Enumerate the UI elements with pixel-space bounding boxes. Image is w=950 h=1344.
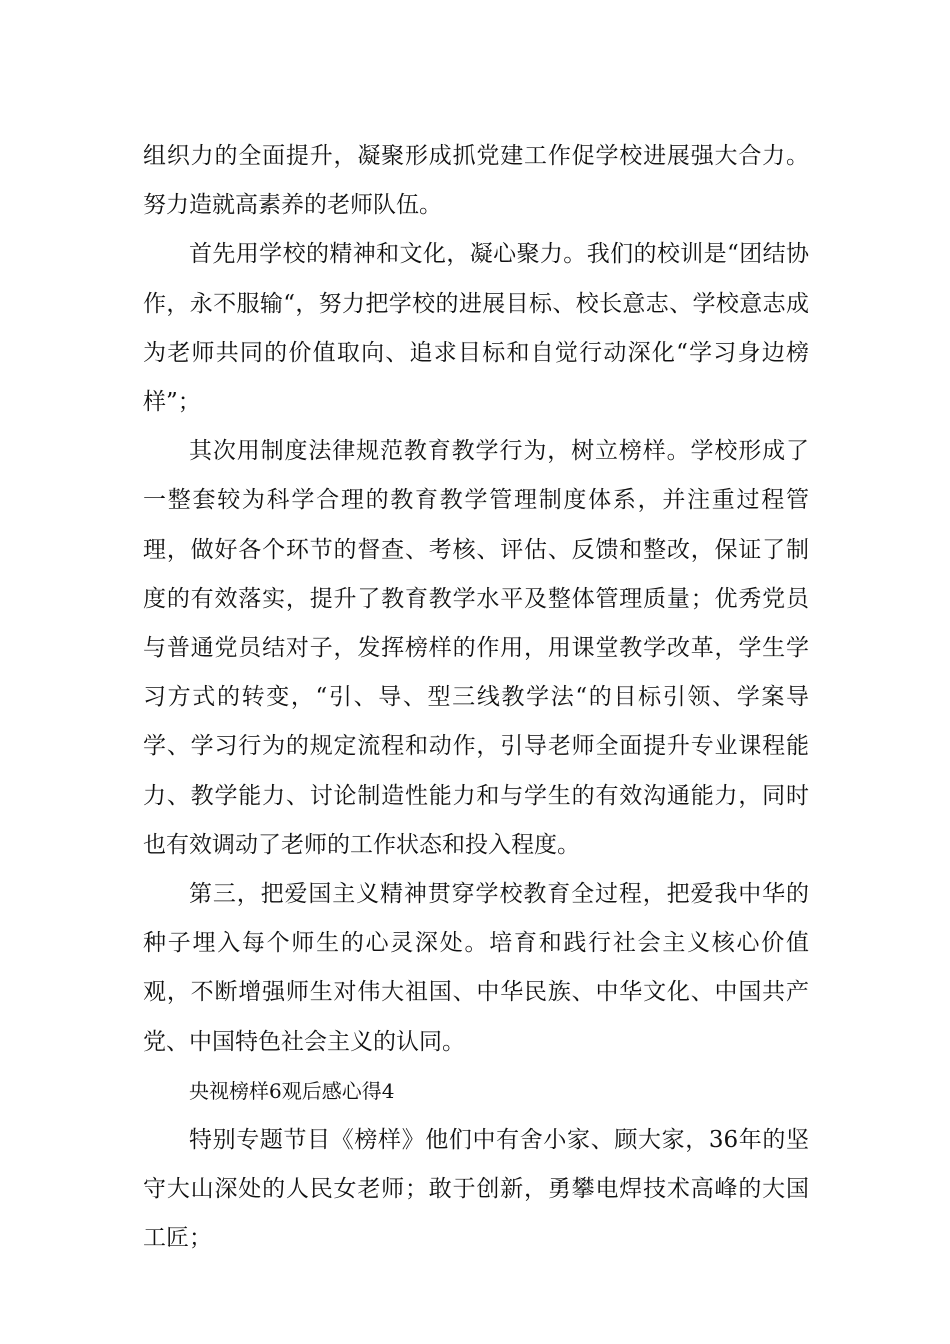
paragraph-special-program: 特别专题节目《榜样》他们中有舍小家、顾大家，36年的坚守大山深处的人民女老师；敢于创新，勇攀电焊技术高峰的大国工匠； [143,1127,809,1252]
paragraph-school-spirit: 首先用学校的精神和文化，凝心聚力。我们的校训是“团结协作，永不服输“，努力把学校的进展目标、校长意志、学校意志成为老师共同的价值取向、追求目标和自觉行动深化“学习身边榜样”； [143,241,809,416]
paragraph-patriotism: 第三，把爱国主义精神贯穿学校教育全过程，把爱我中华的种子埋入每个师生的心灵深处。培育和践行社会主义核心价值观，不断增强师生对伟大祖国、中华民族、中华文化、中国共产党、中国特色社会主义的认同。 [143,881,809,1055]
document-body [143,132,809,1264]
paragraph-regulations: 其次用制度法律规范教育教学行为，树立榜样。学校形成了一整套较为科学合理的教育教学管理制度体系，并注重过程管理，做好各个环节的督查、考核、评估、反馈和整改，保证了制度的有效落实，提升了教育教学水平及整体管理质量；优秀党员与普通党员结对子，发挥榜样的作用，用课堂教学改革，学生学习方式的转变，“引、导、型三线教学法“的目标引领、学案导学、学习行为的规定流程和动作，引导老师全面提升专业课程能力、教学能力、讨论制造性能力和与学生的有效沟通能力，同时也有效调动了老师的工作状态和投入程度。 [143,438,809,858]
section-heading: 央视榜样6观后感心得4 [189,1078,395,1103]
paragraph-continuation: 组织力的全面提升，凝聚形成抓党建工作促学校进展强大合力。努力造就高素养的老师队伍。 [143,143,809,219]
